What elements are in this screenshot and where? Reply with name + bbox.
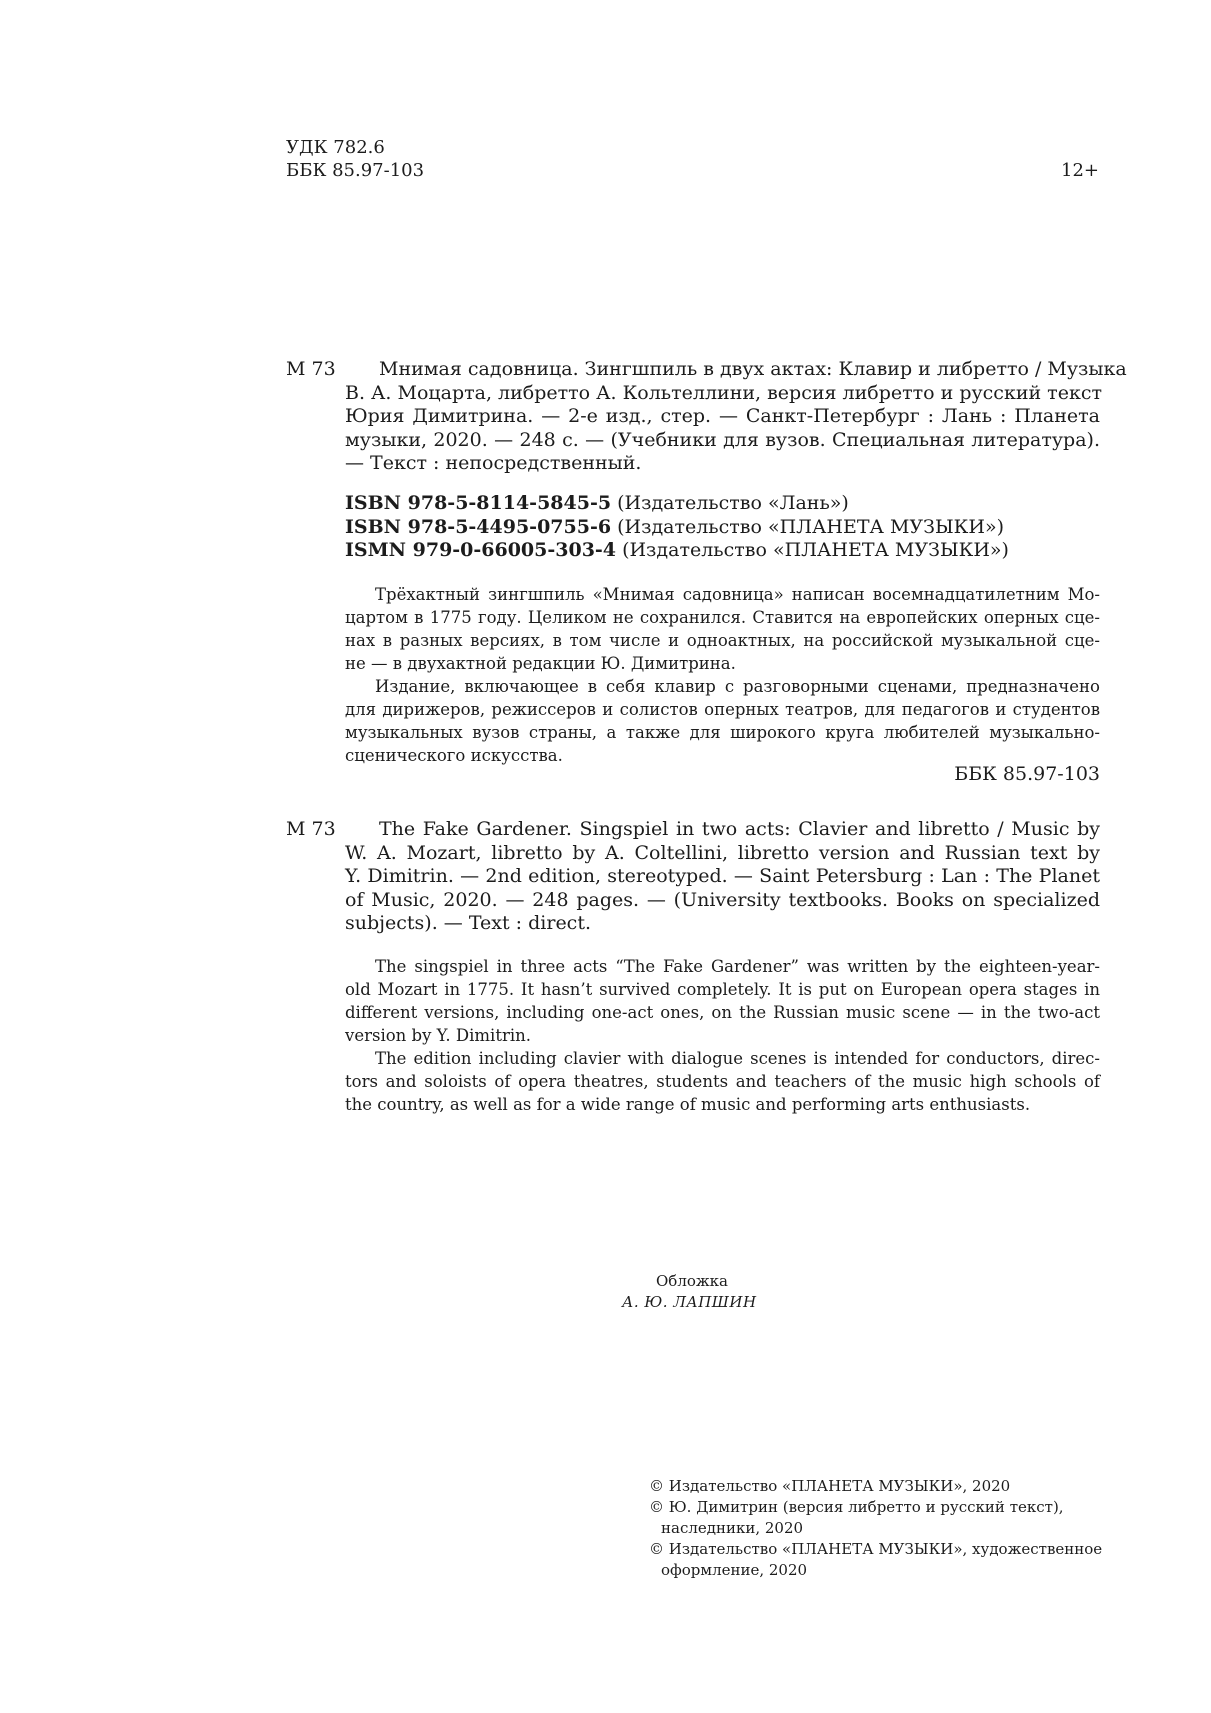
- bbk-right: ББК 85.97-103: [954, 763, 1100, 785]
- ru-annotation-line: не — в двухактной редакции Ю. Димитрина.: [345, 654, 736, 673]
- isbn-number: ISBN 978-5-4495-0755-6: [345, 515, 612, 538]
- copyright-line: оформление, 2020: [661, 1561, 808, 1579]
- isbn-row: [345, 539, 1009, 563]
- isbn-publisher: (Издательство «ПЛАНЕТА МУЗЫКИ»): [622, 539, 1009, 561]
- en-annotation-line: tors and soloists of opera theatres, students and teachers of the music high schools of: [345, 1072, 1100, 1091]
- en-annotation-line: version by Y. Dimitrin.: [345, 1026, 532, 1045]
- en-entry-code: M 73: [286, 818, 336, 840]
- isbn-publisher: (Издательство «Лань»): [617, 492, 849, 514]
- en-entry-line: of Music, 2020. — 248 pages. — (University textbooks. Books on specialized: [345, 888, 1100, 911]
- en-entry-body: [345, 818, 1100, 936]
- isbn-number: ISBN 978-5-8114-5845-5: [345, 492, 612, 514]
- en-annotation-line: different versions, including one-act ones, on the Russian music scene — in the two-act: [345, 1003, 1100, 1022]
- copyright-line: © Издательство «ПЛАНЕТА МУЗЫКИ», 2020: [649, 1477, 1011, 1495]
- en-annotation-line: the country, as well as for a wide range of music and performing arts enthusiasts.: [345, 1095, 1031, 1114]
- isbn-row: [345, 492, 1009, 516]
- ru-entry-body: [345, 358, 1127, 476]
- copyright-block: [649, 1476, 1102, 1581]
- cover-label: Обложка: [656, 1272, 729, 1290]
- udk-code: УДК 782.6: [286, 137, 385, 158]
- copyright-line: наследники, 2020: [661, 1519, 804, 1537]
- isbn-list: [345, 492, 1009, 563]
- ru-annotation-line: сценического искусства.: [345, 746, 563, 765]
- en-annotation-line: The singspiel in three acts “The Fake Gardener” was written by the eighteen-year-: [375, 957, 1100, 976]
- en-entry-line: The Fake Gardener. Singspiel in two acts: Clavier and libretto / Music by: [379, 818, 1100, 840]
- ru-annotation-line: нах в разных версиях, в том числе и одноактных, на российской музыкальной сце-: [345, 631, 1100, 650]
- isbn-number: ISMN 979-0-66005-303-4: [345, 539, 617, 561]
- ru-annotation-line: для дирижеров, режиссеров и солистов оперных театров, для педагогов и студентов: [345, 700, 1100, 719]
- en-entry-line: W. A. Mozart, libretto by A. Coltellini, libretto version and Russian text by: [345, 841, 1100, 864]
- copyright-line: © Ю. Димитрин (версия либретто и русский текст),: [649, 1498, 1064, 1516]
- en-annotation-line: old Mozart in 1775. It hasn’t survived completely. It is put on European opera stages in: [345, 980, 1100, 999]
- ru-entry-line: Юрия Димитрина. — 2-е изд., стер. — Санкт-Петербург : Лань : Планета: [345, 405, 1100, 427]
- ru-entry-line: В. А. Моцарта, либретто А. Кольтеллини, версия либретто и русский текст: [345, 381, 1102, 404]
- ru-entry-line: — Текст : непосредственный.: [345, 452, 642, 474]
- ru-entry-line: музыки, 2020. — 248 с. — (Учебники для вузов. Специальная литература).: [345, 428, 1100, 451]
- age-rating: 12+: [1061, 160, 1099, 181]
- isbn-row: [345, 516, 1009, 540]
- ru-annotation-line: Издание, включающее в себя клавир с разговорными сценами, предназначено: [375, 677, 1100, 696]
- en-annotation-line: The edition including clavier with dialogue scenes is intended for conductors, direc-: [375, 1049, 1100, 1068]
- ru-annotation-line: цартом в 1775 году. Целиком не сохранился. Ставится на европейских оперных сце-: [345, 608, 1100, 627]
- en-annotation: [345, 955, 1100, 1116]
- en-entry-line: Y. Dimitrin. — 2nd edition, stereotyped. — Saint Petersburg : Lan : The Planet: [345, 865, 1100, 887]
- ru-annotation: [345, 583, 1100, 767]
- bbk-code: ББК 85.97-103: [286, 160, 425, 181]
- ru-entry-line: Мнимая садовница. Зингшпиль в двух актах: Клавир и либретто / Музыка: [379, 358, 1127, 380]
- ru-annotation-line: Трёхактный зингшпиль «Мнимая садовница» написан восемнадцатилетним Мо-: [375, 585, 1100, 604]
- ru-annotation-line: музыкальных вузов страны, а также для широкого круга любителей музыкально-: [345, 723, 1100, 742]
- cover-artist: А. Ю. ЛАПШИН: [622, 1293, 757, 1311]
- ru-entry-code: М 73: [286, 358, 336, 380]
- isbn-publisher: (Издательство «ПЛАНЕТА МУЗЫКИ»): [617, 515, 1004, 538]
- en-entry-line: subjects). — Text : direct.: [345, 912, 591, 934]
- copyright-line: © Издательство «ПЛАНЕТА МУЗЫКИ», художественное: [649, 1540, 1103, 1558]
